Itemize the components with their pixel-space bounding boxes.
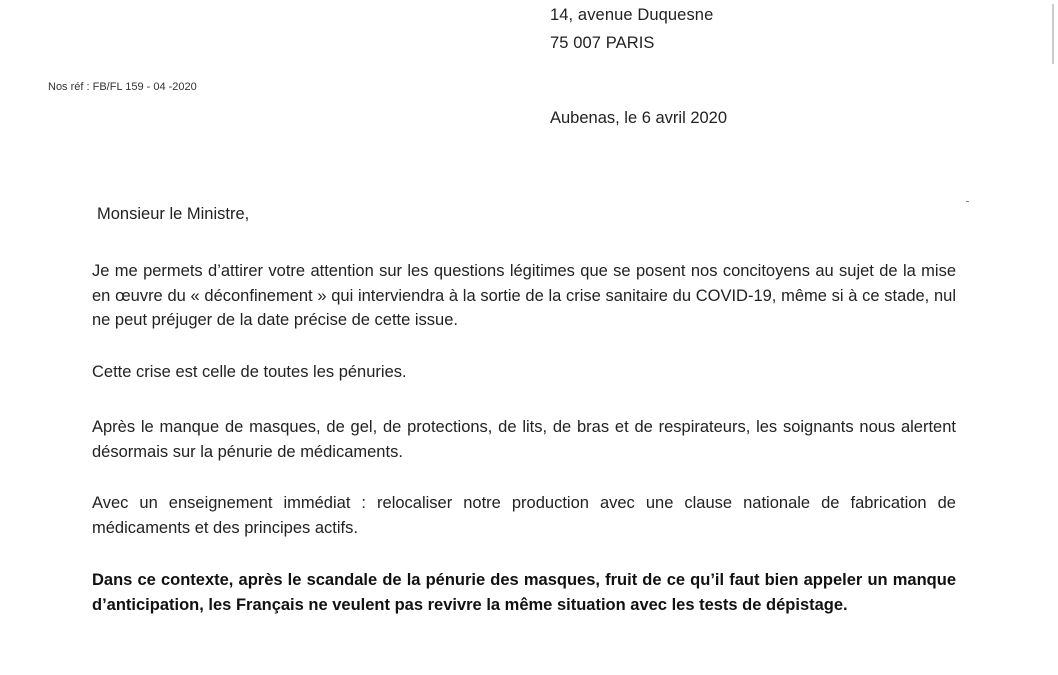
- paragraph-deconfinement: Je me permets d’attirer votre attention sur les questions légitimes que se posent nos concitoyens au sujet de la mise en œuvre du « déconfinement » qui interviendra à la sortie de la crise sanitaire du COVID-19, même si à ce stade, nul ne peut préjuger de la date précise de cette issue.: [92, 262, 956, 329]
- recipient-address-street: 14, avenue Duquesne: [550, 6, 714, 24]
- scan-speck: [966, 201, 969, 202]
- paragraph-cut-off: [92, 660, 956, 675]
- paragraph-penuries: Cette crise est celle de toutes les pénuries.: [92, 363, 407, 381]
- letter-date: Aubenas, le 6 avril 2020: [550, 109, 728, 127]
- scan-edge: [1052, 4, 1054, 64]
- paragraph-medicaments: Après le manque de masques, de gel, de protections, de lits, de bras et de respirateurs, les soignants nous alertent désormais sur la pénurie de médicaments.: [92, 418, 956, 461]
- recipient-address-city: 75 007 PARIS: [550, 34, 655, 52]
- reference-number: Nos réf : FB/FL 159 - 04 -2020: [48, 81, 197, 93]
- paragraph-relocalisation: Avec un enseignement immédiat : relocaliser notre production avec une clause nationale de fabrication de médicaments et des principes actifs.: [92, 494, 956, 537]
- salutation: Monsieur le Ministre,: [97, 205, 250, 223]
- paragraph-depistage: Dans ce contexte, après le scandale de la pénurie des masques, fruit de ce qu’il faut bien appeler un manque d’anticipation, les Français ne veulent pas revivre la même situation avec les tests de dépistage.: [92, 571, 956, 614]
